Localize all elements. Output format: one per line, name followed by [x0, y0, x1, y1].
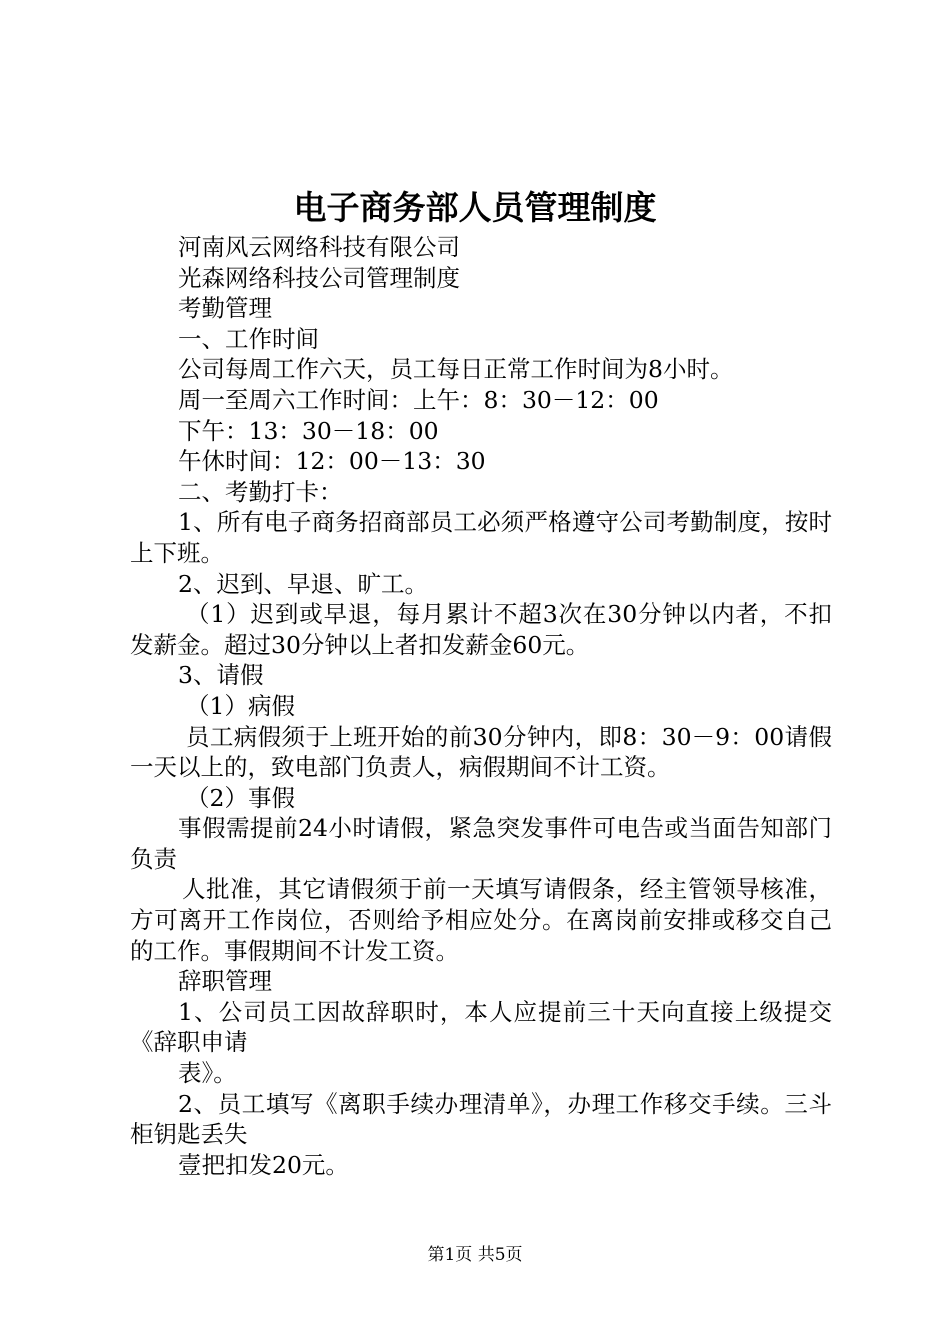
paragraph-subtitle: 光森网络科技公司管理制度	[178, 263, 460, 292]
page-footer: 第1页 共5页	[427, 1245, 523, 1265]
paragraph: 事假需提前24小时请假，紧急突发事件可电告或当面告知部门负责	[130, 814, 832, 873]
section-heading-resignation: 辞职管理	[178, 967, 272, 996]
paragraph: 壹把扣发20元。	[178, 1150, 349, 1179]
paragraph: 3、请假	[178, 661, 264, 690]
paragraph: 午休时间：12：00－13：30	[178, 447, 486, 476]
paragraph: （1）迟到或早退，每月累计不超3次在30分钟以内者，不扣发薪金。超过30分钟以上者扣发薪金60元。	[130, 600, 832, 659]
section-heading-attendance: 考勤管理	[178, 294, 272, 323]
paragraph: 人批准，其它请假须于前一天填写请假条，经主管领导核准，方可离开工作岗位，否则给予相应处分。在离岗前安排或移交自己的工作。事假期间不计发工资。	[130, 875, 832, 965]
document-body	[130, 232, 832, 1180]
paragraph: （1）病假	[186, 691, 295, 720]
paragraph: 2、员工填写《离职手续办理清单》，办理工作移交手续。三斗柜钥匙丢失	[130, 1089, 832, 1149]
section-heading-work-hours: 一、工作时间	[178, 324, 319, 353]
document-title: 电子商务部人员管理制度	[293, 188, 657, 227]
paragraph: 1、所有电子商务招商部员工必须严格遵守公司考勤制度，按时上下班。	[130, 508, 832, 567]
paragraph: 周一至周六工作时间：上午：8：30－12：00	[178, 385, 659, 414]
paragraph: 2、迟到、早退、旷工。	[178, 569, 428, 598]
section-heading-clock-in: 二、考勤打卡：	[178, 477, 343, 506]
paragraph: （2）事假	[186, 783, 295, 812]
paragraph: 下午：13：30－18：00	[178, 416, 439, 445]
paragraph: 1、公司员工因故辞职时，本人应提前三十天向直接上级提交《辞职申请	[130, 997, 832, 1057]
paragraph: 员工病假须于上班开始的前30分钟内，即8：30－9：00请假一天以上的，致电部门负责人，病假期间不计工资。	[130, 722, 832, 782]
paragraph: 公司每周工作六天，员工每日正常工作时间为8小时。	[178, 355, 734, 384]
paragraph: 表》。	[178, 1059, 237, 1088]
paragraph-company: 河南风云网络科技有限公司	[178, 233, 460, 261]
